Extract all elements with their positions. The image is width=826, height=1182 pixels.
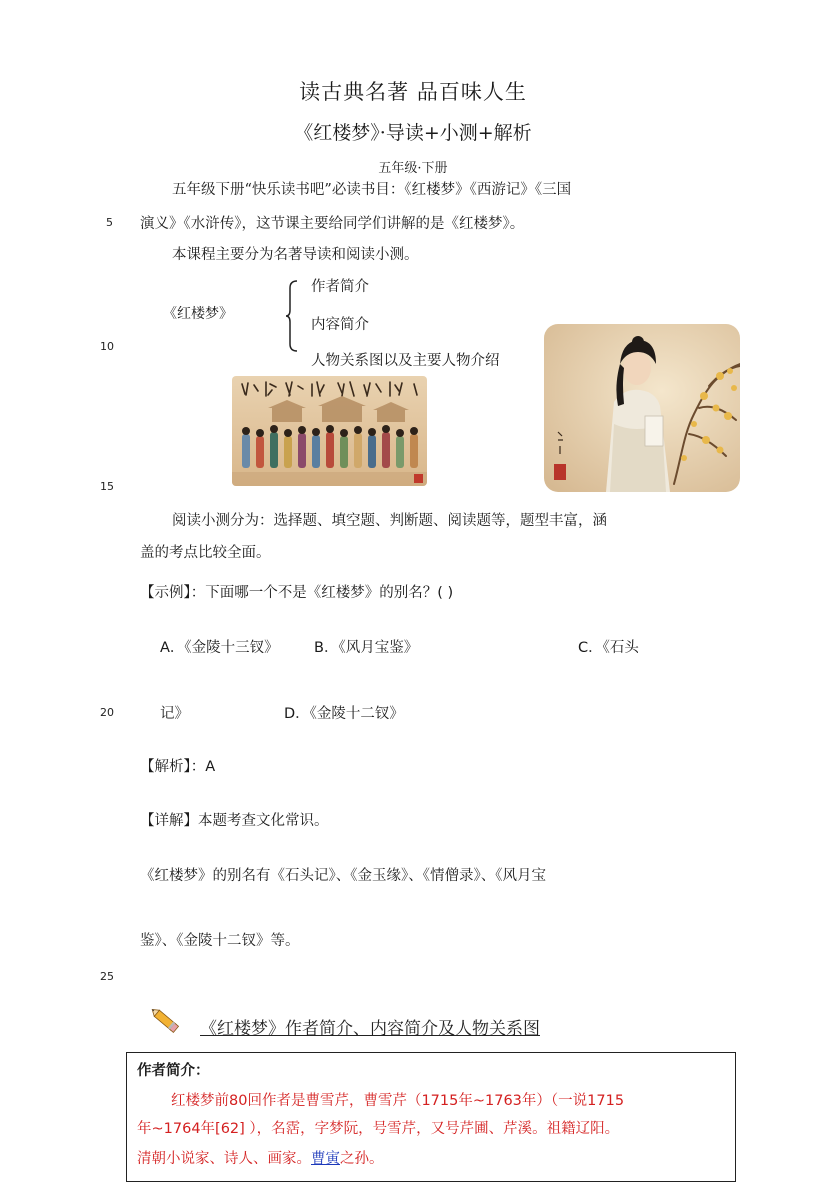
option-a: A．《金陵十三钗》: [160, 640, 279, 656]
author-line-1: 红楼梦前80回作者是曹雪芹，曹雪芹（1715年~1763年）（一说1715: [171, 1093, 625, 1109]
answer-text: 【解析】：A: [140, 759, 216, 775]
portrait-painting-image: [544, 324, 740, 492]
page-subtitle: 《红楼梦》·导读+小测+解析: [294, 122, 532, 144]
line-number-10: 10: [100, 340, 114, 353]
example-question: 【示例】：下面哪一个不是《红楼梦》的别名？( ): [140, 585, 454, 601]
panorama-painting-image: [232, 376, 427, 486]
intro-line-1: 五年级下册“快乐读书吧”必读书目：《红楼梦》《西游记》《三国: [172, 182, 572, 198]
curly-brace-icon: [286, 280, 298, 352]
explain-line-2: 鉴》、《金陵十二钗》等。: [140, 933, 300, 949]
outline-item-characters: 人物关系图以及主要人物介绍: [311, 353, 500, 369]
line-number-5: 5: [106, 216, 113, 229]
detail-text: 【详解】本题考查文化常识。: [140, 813, 329, 829]
section-heading: 《红楼梦》作者简介、内容简介及人物关系图: [200, 1019, 540, 1039]
line-number-20: 20: [100, 706, 114, 719]
option-d: D．《金陵十二钗》: [284, 706, 404, 722]
author-line-3-text: 清朝小说家、诗人、画家。: [137, 1151, 311, 1167]
outline-item-author: 作者简介: [311, 279, 369, 295]
author-intro-box: [126, 1052, 736, 1182]
intro-line-3: 本课程主要分为名著导读和阅读小测。: [172, 247, 419, 263]
author-box-label: 作者简介：: [137, 1063, 210, 1079]
option-c: C．《石头: [578, 640, 639, 656]
line-number-25: 25: [100, 970, 114, 983]
outline-root: 《红楼梦》: [163, 306, 233, 322]
option-b: B．《风月宝鉴》: [314, 640, 419, 656]
pencil-icon: [148, 1004, 184, 1038]
author-line-3: [137, 1147, 384, 1168]
line-number-15: 15: [100, 480, 114, 493]
author-line-3-end: 之孙。: [340, 1151, 384, 1167]
intro-line-2: 演义》《水浒传》，这节课主要给同学们讲解的是《红楼梦》。: [140, 216, 525, 232]
explain-line-1: 《红楼梦》的别名有《石头记》、《金玉缘》、《情僧录》、《风月宝: [140, 868, 546, 884]
page-title: 读古典名著 品百味人生: [299, 80, 527, 104]
grade-label: 五年级·下册: [378, 161, 448, 176]
author-line-2: 年~1764年[62] ），名霑，字梦阮，号雪芹，又号芹圃、芹溪。祖籍辽阳。: [137, 1121, 620, 1137]
quiz-intro-line-2: 盖的考点比较全面。: [140, 545, 271, 561]
outline-item-content: 内容简介: [311, 317, 369, 333]
cao-yin-link[interactable]: 曹寅: [311, 1151, 340, 1167]
option-c-continued: 记》: [160, 706, 189, 722]
quiz-intro-line-1: 阅读小测分为：选择题、填空题、判断题、阅读题等，题型丰富，涵: [172, 513, 607, 529]
